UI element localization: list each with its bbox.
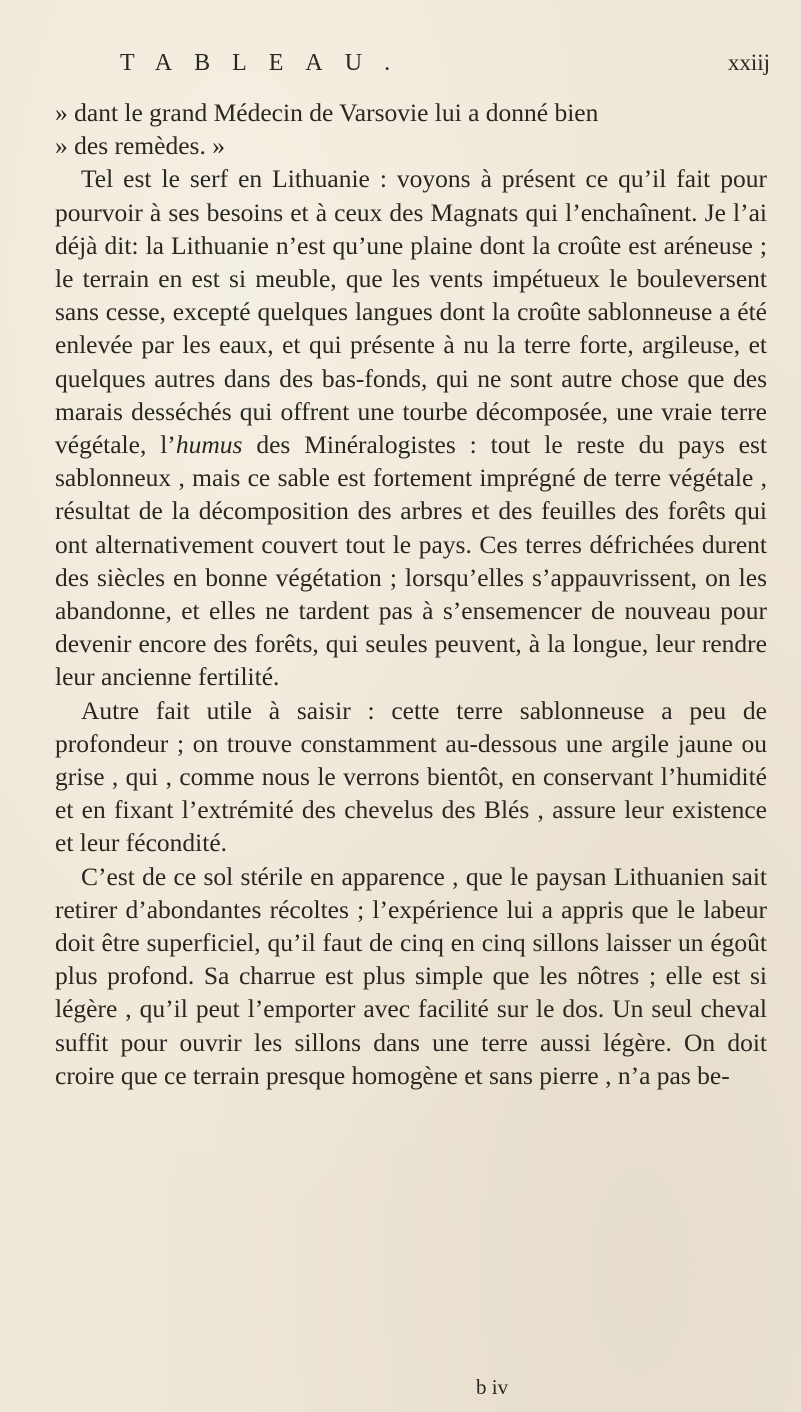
paragraph: Autre fait utile à saisir : cette terre sablonneuse a peu de profondeur ; on trouve constamment au-dessous une argile jaune ou grise , qui , comme nous le verrons bientôt, en conservant l’humidité et en fixant l’extrémité des chevelus des Blés , assure leur existence et leur fécondité. [55,695,767,858]
page-header [120,50,770,90]
paragraph: C’est de ce sol stérile en apparence , que le paysan Lithuanien sait retirer d’abondantes récoltes ; l’expérience lui a appris que le labeur doit être superficiel, qu’il faut de cinq en cinq sillons laisser un égoût plus profond. Sa charrue est plus simple que les nôtres ; elle est si légère , qu’il peut l’emporter avec facilité sur le dos. Un seul cheval suffit pour ouvrir les sillons dans une terre aussi légère. On doit croire que ce terrain presque homogène et sans pierre , n’a pas be- [55,861,767,1090]
paragraph [55,162,767,693]
paragraph-text: Tel est le serf en Lithuanie : voyons à présent ce qu’il fait pour pourvoir à ses besoins et à ceux des Magnats qui l’enchaînent. Je l’ai déjà dit: la Lithuanie n’est qu’une plaine dont la croûte est aréneuse ; le terrain en est si meuble, que les vents impétueux le bouleversent sans cesse, excepté quelques langues dont la croûte sablonneuse a été enlevée par les eaux, et qui présente à nu la terre forte, argileuse, et quelques autres dans des bas-fonds, qui ne sont autre chose que des marais desséchés qui offrent une tourbe décomposée, une vraie terre végétale, l’ [55,164,767,460]
quote-line: » dant le grand Médecin de Varsovie lui a donné bien [55,98,599,127]
running-title: TABLEAU. [120,50,413,76]
page-footer [0,1367,801,1403]
quote-line: » des remèdes. » [55,131,225,161]
signature-mark: b iv [476,1375,509,1399]
page-number: xxiij [727,50,770,75]
italic-term: humus [175,430,243,460]
body-text [55,96,767,1092]
paragraph-text: des Minéralogistes : tout le reste du pays est sablonneux , mais ce sable est fortement imprégné de terre végétale , résultat de la décomposition des arbres et des feuilles des forêts qui ont alternativement couvert tout le pays. Ces terres défrichées durent des siècles en bonne végétation ; lorsqu’elles s’appauvrissent, on les abandonne, et elles ne tardent pas à s’ensemencer de nouveau pour devenir encore des forêts, qui seules peuvent, à la longue, leur rendre leur ancienne fertilité. [55,430,767,692]
quote-continuation [55,96,767,162]
